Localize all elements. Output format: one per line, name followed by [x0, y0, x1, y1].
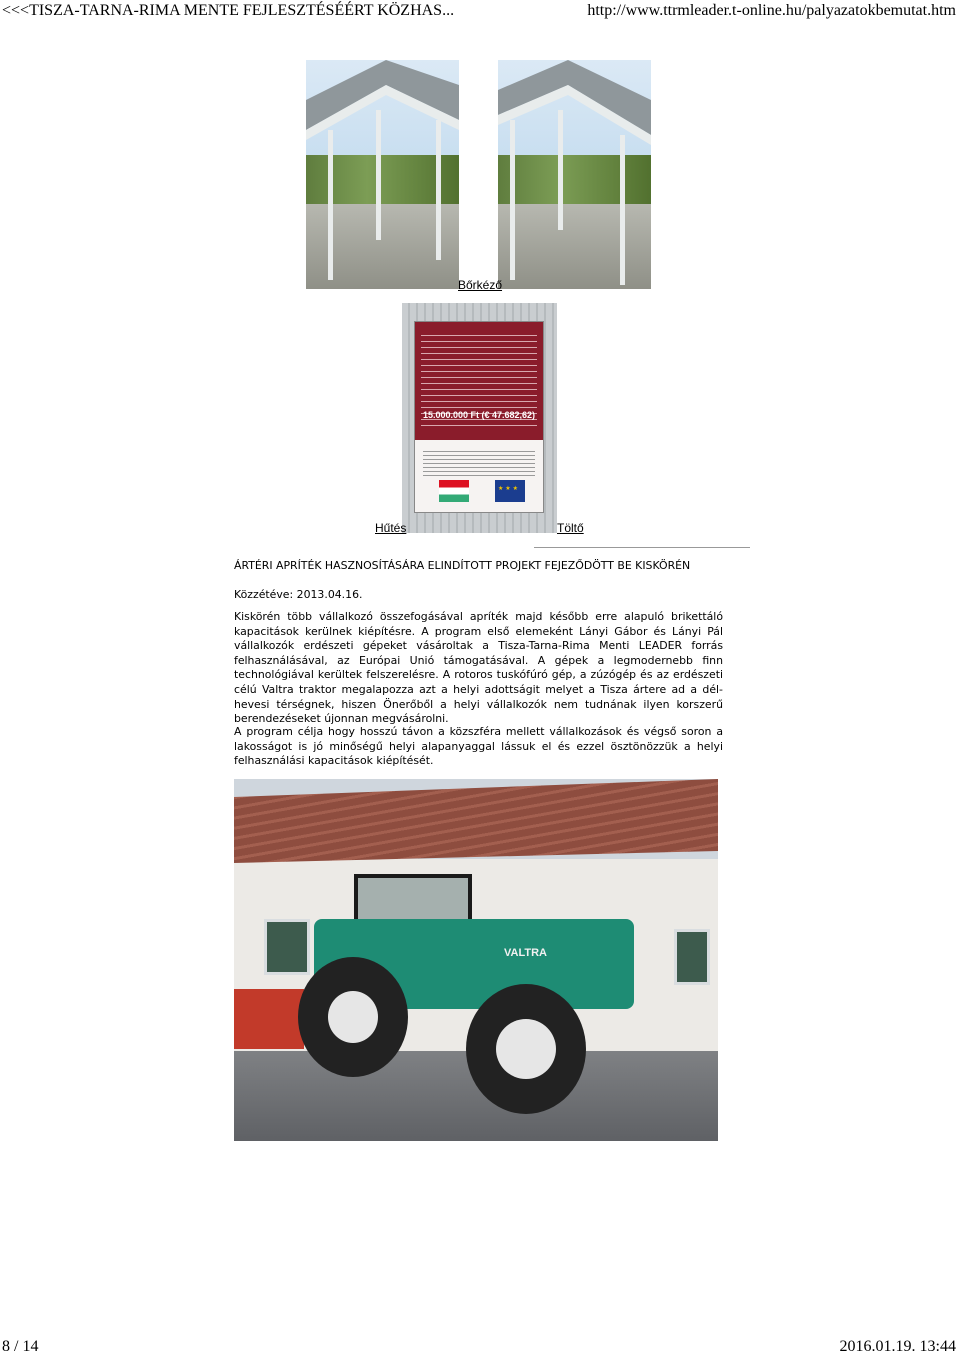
print-header-title: <<<TISZA-TARNA-RIMA MENTE FEJLESZTÉSÉÉRT KÖZHAS...	[2, 2, 455, 19]
print-header-url: http://www.ttrmleader.t-online.hu/palyazatokbemutat.htm	[587, 2, 956, 19]
article-paragraph: A program célja hogy hosszú távon a közszféra mellett vállalkozások és végső soron a lakosságot is jó minőségű helyi alapanyaggal lássuk el és ezzel ösztönözzük a helyi felhasználási kapacitások kiépítését.	[234, 725, 723, 768]
eu-flag-icon	[495, 480, 525, 502]
project-sign-photo	[402, 303, 557, 533]
article-date: Közzétéve: 2013.04.16.	[234, 588, 363, 601]
canopy-photo-right	[498, 60, 651, 289]
sign-amount: 15.000.000 Ft (€ 47.682,62)	[422, 410, 536, 420]
tractor-brand: VALTRA	[504, 947, 547, 959]
hungary-logo-icon	[439, 480, 469, 502]
caption-right[interactable]: Töltő	[557, 521, 584, 535]
tractor-photo	[234, 779, 718, 1141]
article-paragraph: Kiskörén több vállalkozó összefogásával apríték majd később erre alapuló brikettáló kapacitások kerülnek kiépítésre. A program első elemeként Lányi Gábor és Lányi Pál vállalkozók erdészeti gépeket vásároltak a Tisza-Tarna-Rima Menti LEADER forrás felhasználásával, az Európai Unió támogatásával. A gépek a legmodernebb finn technológiával kerültek felszerelésre. A rotoros tuskófúró gép, a zúzógép és az erdészeti célú Valtra traktor megalapozza azt a helyi adottságit melyet a Tisza ártere ad a dél-hevesi térségnek, hiszen Önerőből a helyi vállalkozók nem tudnának ilyen korszerű berendezéseket újonnan megvásárolni.	[234, 610, 723, 726]
caption-canopy[interactable]: Bőrkéző	[458, 278, 503, 292]
divider	[534, 547, 750, 548]
caption-left[interactable]: Hűtés	[375, 521, 407, 535]
canopy-photo-left	[306, 60, 459, 289]
sign-board	[414, 321, 544, 513]
page-counter: 8 / 14	[2, 1338, 39, 1355]
print-timestamp: 2016.01.19. 13:44	[839, 1338, 956, 1355]
article-title: ÁRTÉRI APRÍTÉK HASZNOSÍTÁSÁRA ELINDÍTOTT PROJEKT FEJEZŐDÖTT BE KISKÖRÉN	[234, 559, 691, 572]
